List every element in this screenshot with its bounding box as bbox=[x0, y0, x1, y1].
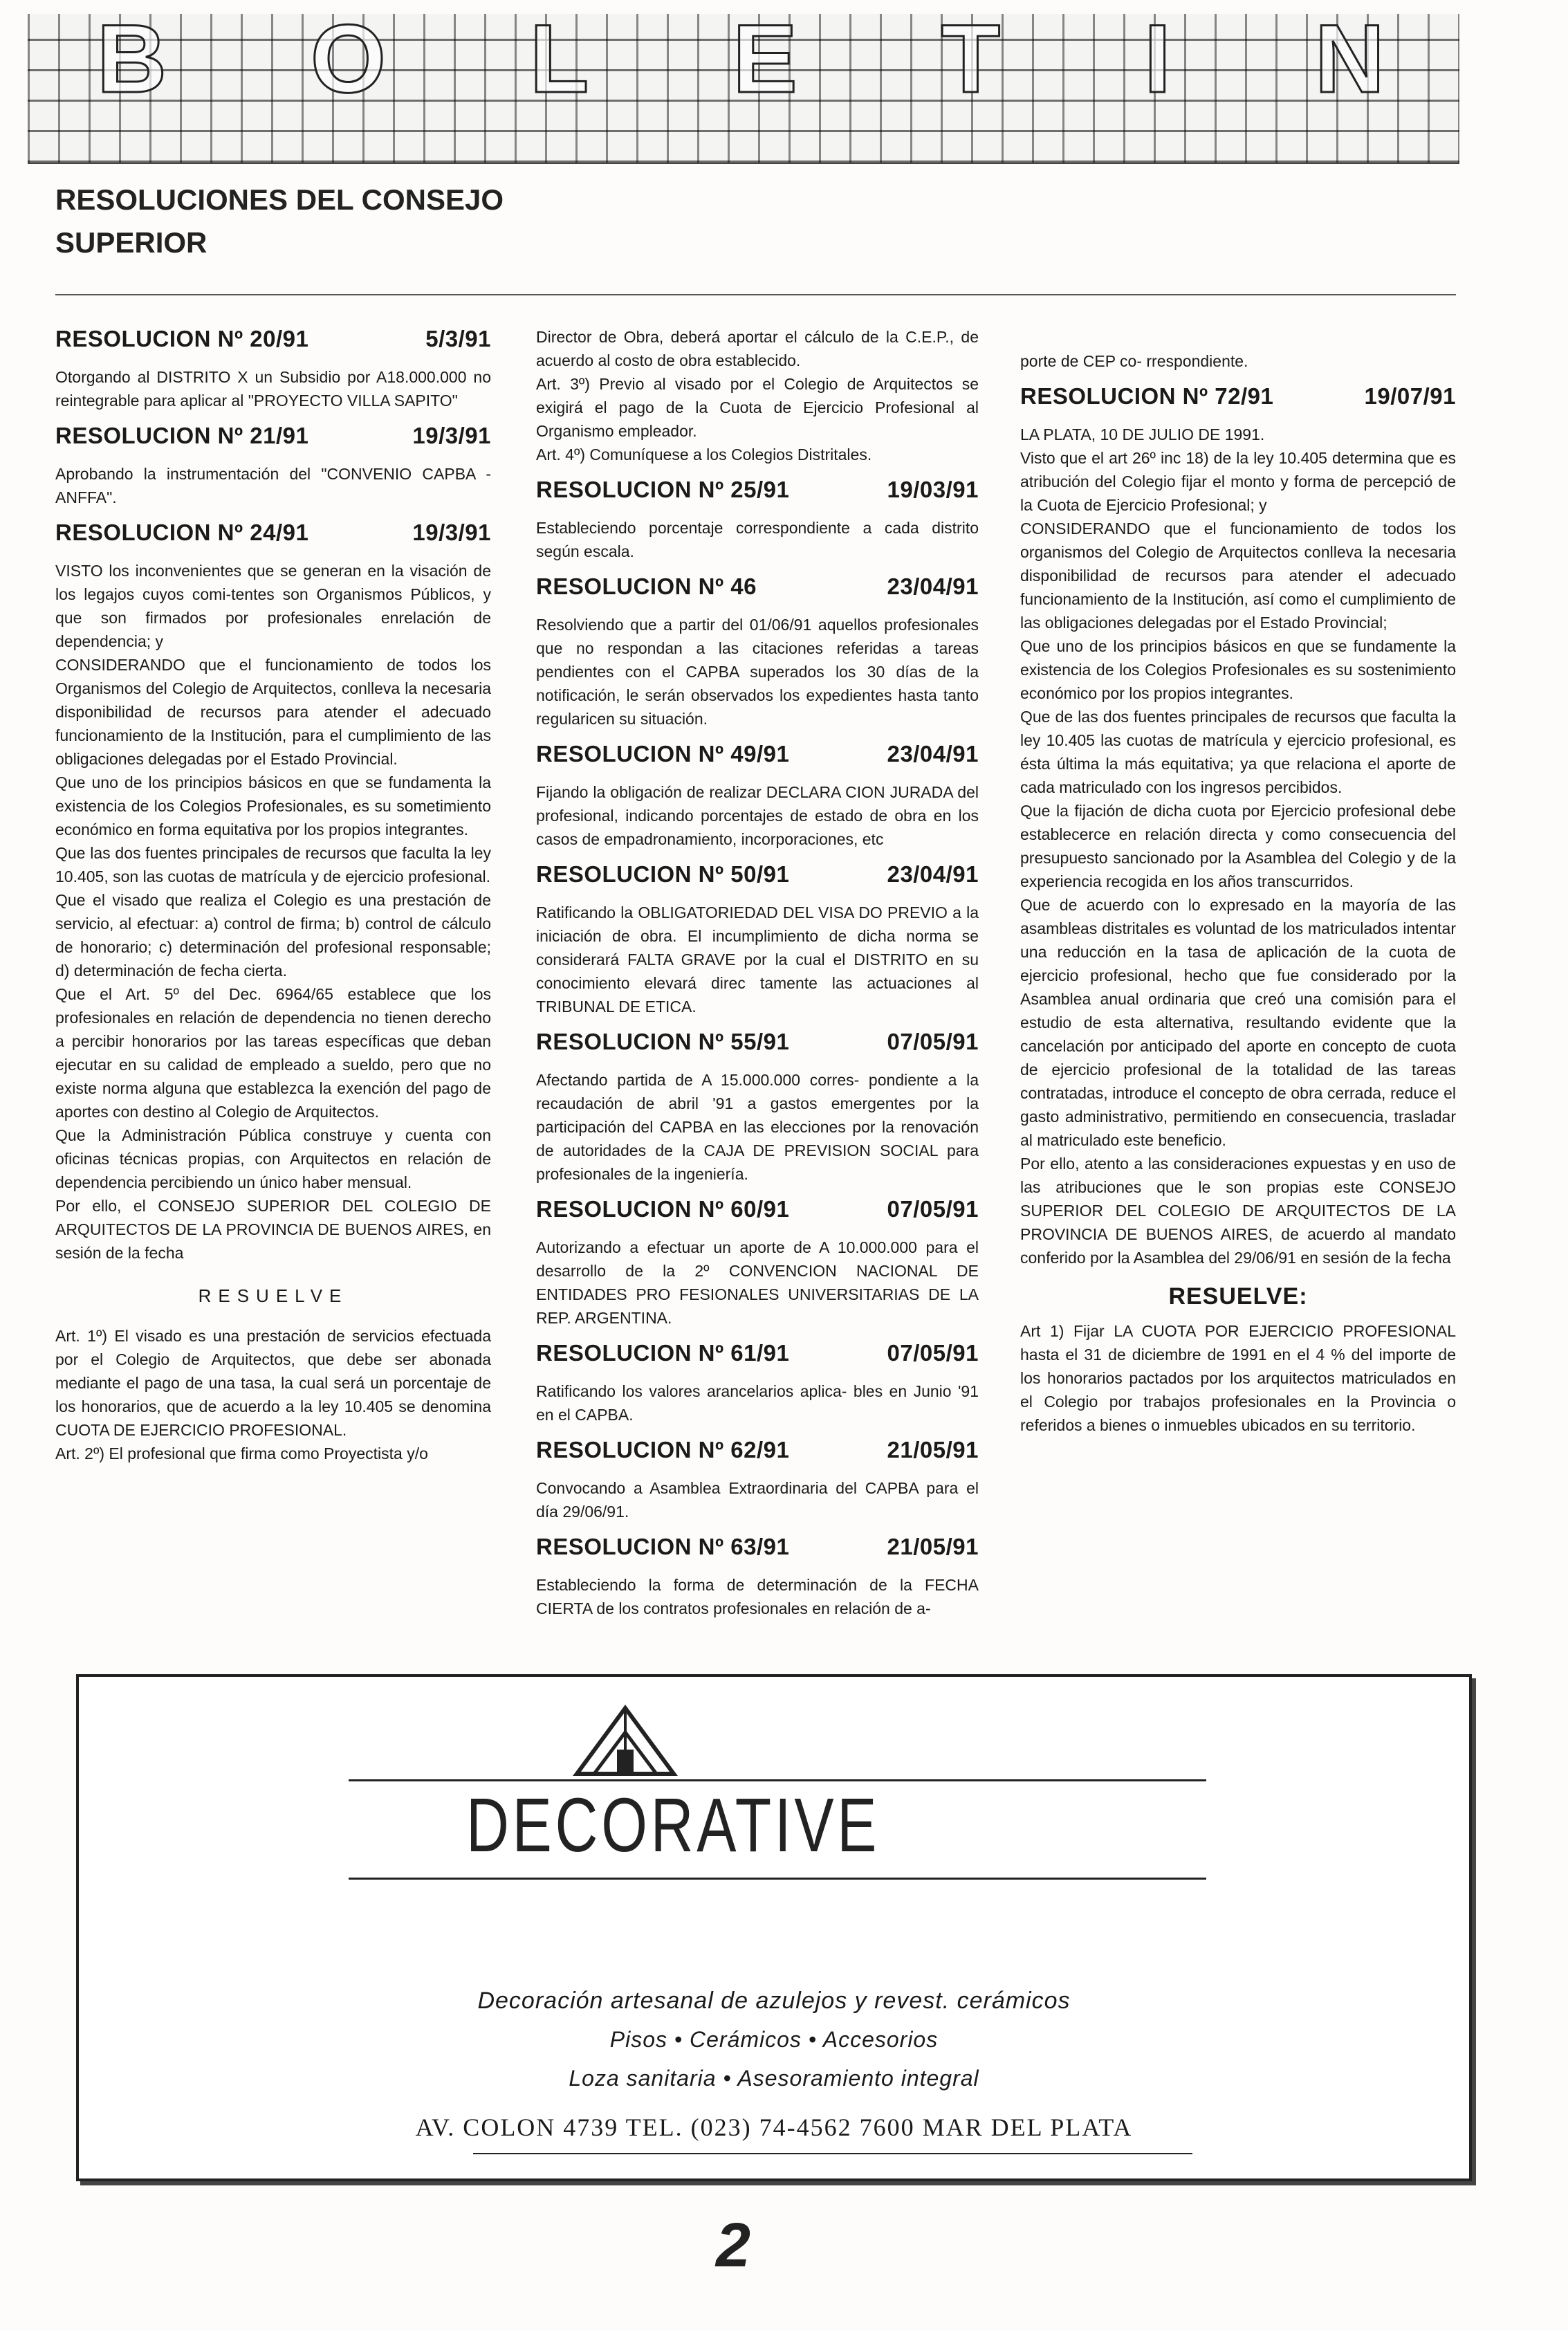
column-1 bbox=[55, 325, 491, 1465]
continued-text: Director de Obra, deberá aportar el cálculo de la C.E.P., de acuerdo al costo de obra establecido. Art. 3º) Previo al visado por el Colegio de Arquitectos se exigirá el pago de la Cuota de Ejercicio Profesional al Organismo empleador. Art. 4º) Comuníquese a los Colegios Distritales. bbox=[536, 328, 979, 464]
ad-description bbox=[79, 1981, 1469, 2098]
masthead-letter: N bbox=[1314, 4, 1390, 113]
column-2 bbox=[536, 325, 979, 1626]
resolution-text: Ratificando los valores arancelarios aplica- bles en Junio '91 en el CAPBA. bbox=[536, 1382, 979, 1424]
resolution-text: Convocando a Asamblea Extraordinaria del CAPBA para el día 29/06/91. bbox=[536, 1479, 979, 1521]
resolution-title: RESOLUCION Nº 62/91 bbox=[536, 1437, 790, 1462]
resolution-text: VISTO los inconvenientes que se generan en la visación de los legajos cuyos comi-tentes son Organismos Públicos, y que son firmados por profesionales enrelación de dependencia; y CONSIDERANDO que el funcionamiento de todos los Organismos del Colegio de Arquitectos, conlleva la necesaria disponibilidad de recursos para atender el adecuado funcionamiento de la Institución, para el cumplimiento de las obligaciones delegadas por el Estado Provincial. Que uno de los principios básicos en que se fundamenta la existencia de los Colegios Profesionales, es su sometimiento económico en forma equitativa por los propios integrantes. Que las dos fuentes principales de recursos que faculta la ley 10.405, son las cuotas de matrícula y de ejercicio profesional. Que el visado que realiza el Colegio es una prestación de servicio, al efectuar: a) control de firma; b) control de cálculo de honorario; c) determinación del profesional responsable; d) determinación de fecha cierta. Que el Art. 5º del Dec. 6964/65 establece que los profesionales en relación de dependencia no tienen derecho a percibir honorarios por las tareas específicas que deban ejecutar en su calidad de empleado a sueldo, pero que no existe norma alguna que establezca la exención del pago de aportes con destino al Colegio de Arquitectos. Que la Administración Pública construye y cuenta con oficinas técnicas propias, con Arquitectos en relación de dependencia percibiendo un único haber mensual. Por ello, el CONSEJO SUPERIOR DEL COLEGIO DE ARQUITECTOS DE LA PROVINCIA DE BUENOS AIRES, en sesión de la fecha bbox=[55, 562, 491, 1262]
resolution-title: RESOLUCION Nº 72/91 bbox=[1020, 383, 1274, 409]
resolution-date: 21/05/91 bbox=[887, 1437, 979, 1462]
resolution-text: Aprobando la instrumentación del "CONVENIO CAPBA - ANFFA". bbox=[55, 465, 491, 506]
advertisement-box bbox=[76, 1674, 1472, 2181]
resolution-date: 19/03/91 bbox=[887, 477, 979, 502]
divider bbox=[55, 294, 1456, 295]
resolution-50 bbox=[536, 861, 979, 1018]
resolution-21 bbox=[55, 422, 491, 509]
ad-rule-top bbox=[349, 1779, 1206, 1781]
ad-line: Loza sanitaria • Asesoramiento integral bbox=[569, 2066, 979, 2091]
resolution-date: 07/05/91 bbox=[887, 1340, 979, 1366]
resolution-62 bbox=[536, 1436, 979, 1523]
resolution-61 bbox=[536, 1339, 979, 1427]
resolution-title: RESOLUCION Nº 20/91 bbox=[55, 326, 309, 351]
resolution-title: RESOLUCION Nº 60/91 bbox=[536, 1196, 790, 1222]
ad-line: Pisos • Cerámicos • Accesorios bbox=[609, 2027, 939, 2052]
resolution-text: Resolviendo que a partir del 01/06/91 aquellos profesionales que no respondan a las citaciones referidas a tareas pendientes con el CAPBA superados los 30 días de la notificación, le serán observados los expedientes hasta tanto regularicen su situación. bbox=[536, 616, 979, 728]
masthead-letter: E bbox=[732, 4, 803, 113]
resolution-text: Estableciendo porcentaje correspondiente a cada distrito según escala. bbox=[536, 519, 979, 560]
ad-line: Decoración artesanal de azulejos y revest. cerámicos bbox=[477, 1988, 1071, 2014]
resolution-date: 07/05/91 bbox=[887, 1029, 979, 1054]
continued-text: porte de CEP co- rrespondiente. bbox=[1020, 352, 1248, 370]
resolution-text: Otorgando al DISTRITO X un Subsidio por A18.000.000 no reintegrable para aplicar al "PROYECTO VILLA SAPITO" bbox=[55, 368, 491, 410]
resolution-title: RESOLUCION Nº 25/91 bbox=[536, 477, 790, 502]
masthead-letter: B bbox=[96, 4, 173, 113]
page-number: 2 bbox=[716, 2211, 751, 2280]
section-title: RESOLUCIONES DEL CONSEJO SUPERIOR bbox=[55, 183, 504, 259]
resolution-60 bbox=[536, 1195, 979, 1330]
resolution-title: RESOLUCION Nº 63/91 bbox=[536, 1534, 790, 1559]
resuelve-heading: RESUELVE bbox=[198, 1285, 349, 1306]
resolution-text: Afectando partida de A 15.000.000 corres- pondiente a la recaudación de abril '91 a gastos emergentes por la participación del CAPBA en las elecciones por la renovación de autoridades de la CAJA DE PREVISION SOCIAL para profesionales de la ingeniería. bbox=[536, 1071, 979, 1183]
resolution-date: 23/04/91 bbox=[887, 861, 979, 887]
resolution-date: 21/05/91 bbox=[887, 1534, 979, 1559]
resolution-text: Fijando la obligación de realizar DECLARA CION JURADA del profesional, indicando porcentajes de estado de obra en los casos de empadronamiento, incorporaciones, etc bbox=[536, 783, 979, 848]
resuelve-heading: RESUELVE: bbox=[1168, 1283, 1308, 1310]
resolution-72 bbox=[1020, 383, 1456, 1269]
resolution-55 bbox=[536, 1028, 979, 1186]
resolution-date: 19/07/91 bbox=[1364, 383, 1456, 409]
resolution-text: LA PLATA, 10 DE JULIO DE 1991. Visto que el art 26º inc 18) de la ley 10.405 determina que es atribución del Colegio fijar el monto y forma de percepció de la Cuota de Ejercicio Profesional; y CONSIDERANDO que el funcionamiento de todos los organismos del Colegio de Arquitectos conlleva la necesaria disponibilidad de recursos para atender el adecuado funcionamiento de la Institución, así como el cumplimiento de las obligaciones delegadas por el Estado Provincial; Que uno de los principios básicos en que se fundamente la existencia de los Colegios Profesionales es su sostenimiento económico por los propios integrantes. Que de las dos fuentes principales de recursos que faculta la ley 10.405 las cuotas de matrícula y ejercicio profesional, es ésta última la más equitativa; ya que relaciona el aporte de cada matriculado con los ingresos percibidos. Que la fijación de dicha cuota por Ejercicio profesional debe establecerce en relación directa y como consecuencia del presupuesto sancionado por la Asamblea del Colegio y de la experiencia recogida en los años transcurridos. Que de acuerdo con lo expresado en la mayoría de las asambleas distritales es voluntad de los matriculados intentar una reducción en la tasa de aplicación de la cuota de ejercicio profesional, hecho que fue considerado por la Asamblea anual ordinaria que creó una comisión para el estudio de esta alternativa, resultando evidente que la cancelación por anticipado del aporte en concepto de cuota de ejercicio profesional de la totalidad de las tareas contratadas, introduce el concepto de obra cerrada, reduce el gasto administrativo, permitiendo en consecuencia, trasladar al matriculado este beneficio. Por ello, atento a las consideraciones expuestas y en uso de las atribuciones que le son propias este CONSEJO SUPERIOR DEL COLEGIO DE ARQUITECTOS DE LA PROVINCIA DE BUENOS AIRES, de acuerdo al mandato conferido por la Asamblea del 29/06/91 en sesión de la fecha bbox=[1020, 425, 1456, 1267]
resolution-63 bbox=[536, 1533, 979, 1620]
ad-rule-middle bbox=[349, 1878, 1206, 1880]
masthead-letter: L bbox=[529, 4, 595, 113]
masthead-letter: O bbox=[310, 4, 391, 113]
house-logo-icon bbox=[570, 1701, 681, 1777]
resolution-49 bbox=[536, 740, 979, 851]
resolution-date: 5/3/91 bbox=[425, 326, 491, 351]
article-text: Art 1) Fijar LA CUOTA POR EJERCICIO PROFESIONAL hasta el 31 de diciembre de 1991 en el 4 % del importe de los honorarios pactados por los arquitectos matriculados en el Colegio por trabajos profesionales en la Provincia o referidos a bienes o inmuebles ubicados en su territorio. bbox=[1020, 1322, 1456, 1434]
resolution-date: 19/3/91 bbox=[412, 520, 491, 545]
ad-rule-bottom bbox=[473, 2153, 1192, 2154]
masthead-letters bbox=[28, 4, 1459, 113]
resolution-date: 23/04/91 bbox=[887, 741, 979, 767]
resolution-20 bbox=[55, 325, 491, 412]
resolution-text: Autorizando a efectuar un aporte de A 10.000.000 para el desarrollo de la 2º CONVENCION NACIONAL DE ENTIDADES PRO FESIONALES UNIVERSITARIAS DE LA REP. ARGENTINA. bbox=[536, 1238, 979, 1327]
resolution-title: RESOLUCION Nº 55/91 bbox=[536, 1029, 790, 1054]
resolution-title: RESOLUCION Nº 50/91 bbox=[536, 861, 790, 887]
resolution-25 bbox=[536, 476, 979, 563]
masthead-letter: I bbox=[1144, 4, 1177, 113]
resolution-date: 23/04/91 bbox=[887, 574, 979, 599]
resolution-date: 19/3/91 bbox=[412, 423, 491, 448]
column-3 bbox=[1020, 349, 1456, 1437]
resolution-title: RESOLUCION Nº 46 bbox=[536, 574, 757, 599]
resolution-date: 07/05/91 bbox=[887, 1196, 979, 1222]
resolution-24 bbox=[55, 519, 491, 1265]
resolution-text: Estableciendo la forma de determinación de la FECHA CIERTA de los contratos profesionales en relación de a- bbox=[536, 1576, 979, 1617]
resolution-title: RESOLUCION Nº 24/91 bbox=[55, 520, 309, 545]
articles-text: Art. 1º) El visado es una prestación de servicios efectuada por el Colegio de Arquitectos, que debe ser abonada mediante el pago de una tasa, la cual será un porcentaje de los honorarios, que de acuerdo a la ley 10.405 se denomina CUOTA DE EJERCICIO PROFESIONAL. Art. 2º) El profesional que firma como Proyectista y/o bbox=[55, 1327, 491, 1462]
masthead-letter: T bbox=[941, 4, 1006, 113]
resolution-title: RESOLUCION Nº 49/91 bbox=[536, 741, 790, 767]
resolution-title: RESOLUCION Nº 61/91 bbox=[536, 1340, 790, 1366]
ad-brand: DECORATIVE bbox=[466, 1783, 880, 1868]
resolution-text: Ratificando la OBLIGATORIEDAD DEL VISA DO PREVIO a la iniciación de obra. El incumplimiento de dicha norma se considerará FALTA GRAVE por la cual el DISTRITO en su conocimiento elevará direc tamente las actuaciones al TRIBUNAL DE ETICA. bbox=[536, 903, 979, 1016]
resolution-46 bbox=[536, 573, 979, 731]
resolution-title: RESOLUCION Nº 21/91 bbox=[55, 423, 309, 448]
ad-address: AV. COLON 4739 TEL. (023) 74-4562 7600 MAR DEL PLATA bbox=[415, 2113, 1133, 2141]
masthead-banner bbox=[28, 4, 1459, 164]
